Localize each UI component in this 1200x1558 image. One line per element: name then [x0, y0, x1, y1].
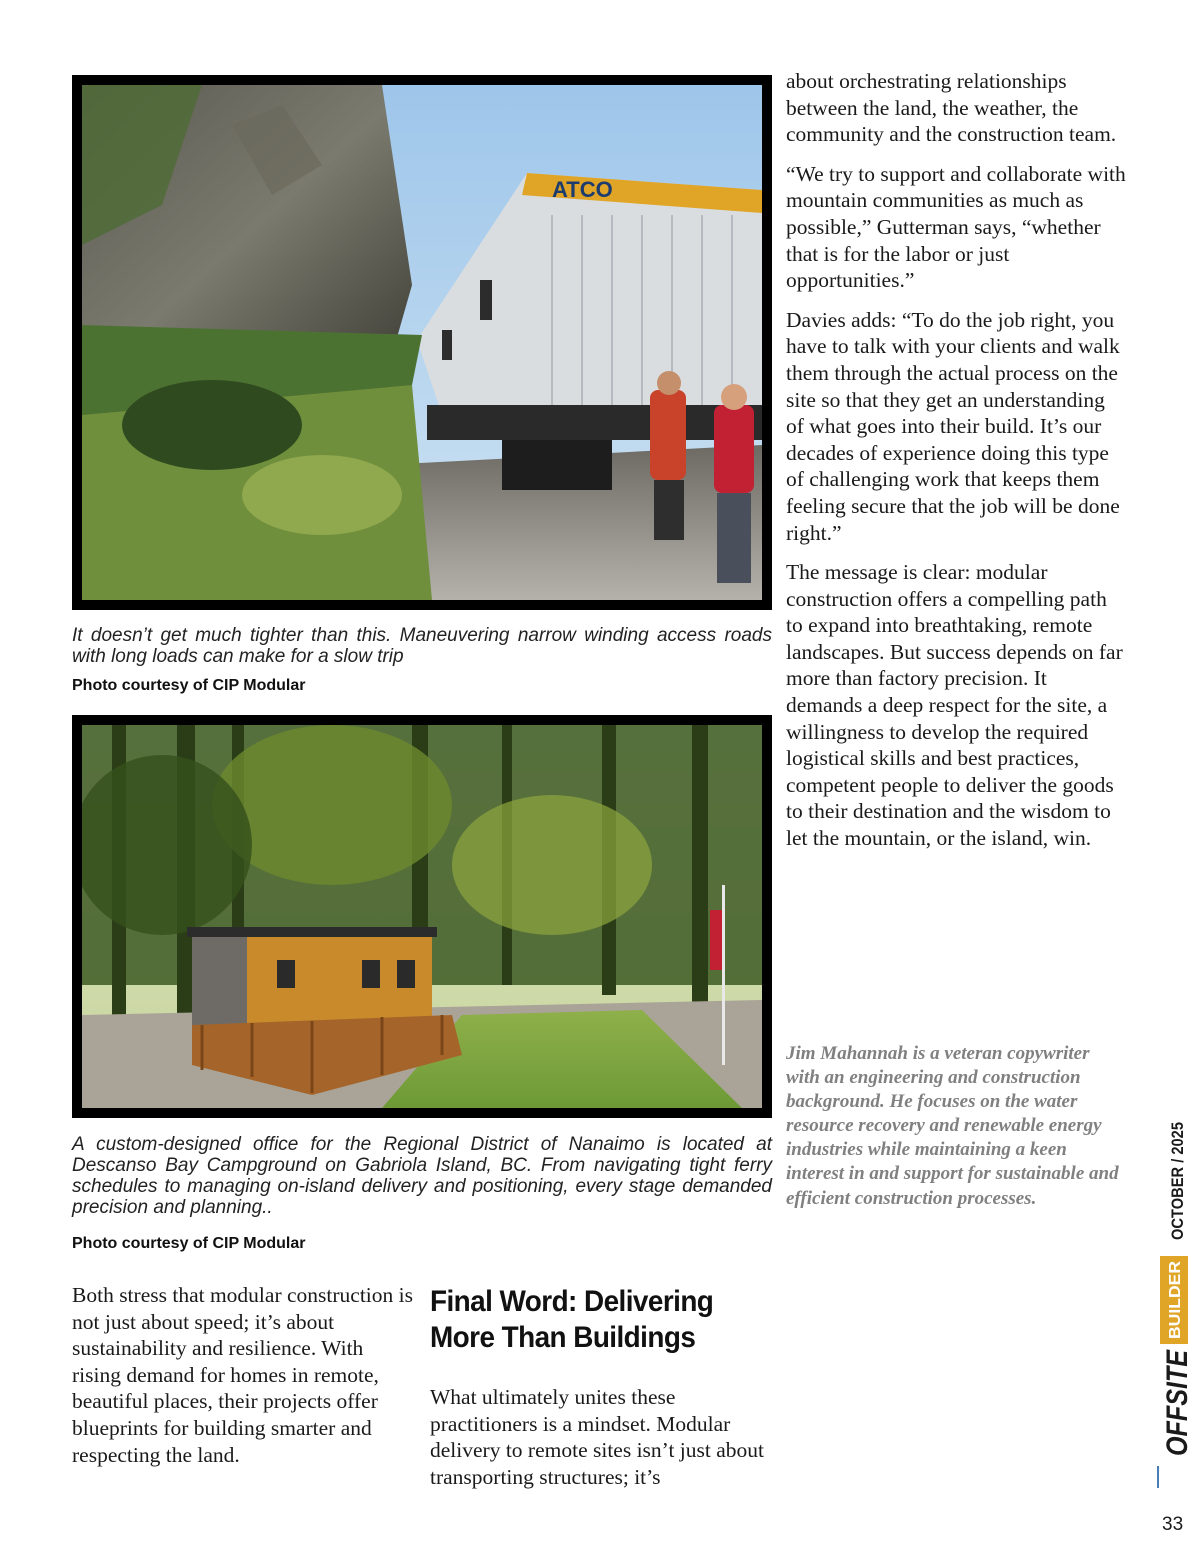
brand-offsite-text: OFFSITE [1161, 1329, 1194, 1456]
section-heading: Final Word: Delivering More Than Buildings [430, 1285, 714, 1354]
section-text [430, 1384, 775, 1503]
office-photo-credit: Photo courtesy of CIP Modular [72, 1235, 306, 1252]
author-bio: Jim Mahannah is a veteran copywriter with an engineering and construction background. He focuses on the water resource recovery and renewable energy industries while maintaining a keen interest in and support for sustainable and efficient construction processes. [786, 1043, 1119, 1209]
issue-date: OCTOBER / 2025 [1168, 1118, 1187, 1240]
campground-office-image [82, 725, 762, 1108]
atco-trailer-image [82, 85, 762, 600]
bottom-left-text [72, 1282, 417, 1481]
truck-photo-caption: It doesn’t get much tighter than this. Maneuvering narrow winding access roads with long loads can make for a slow trip [72, 625, 772, 667]
photo-atco-trailer [72, 75, 772, 610]
truck-photo-credit: Photo courtesy of CIP Modular [72, 677, 306, 694]
right-paragraph-4: The message is clear: modular construction offers a compelling path to expand into breathtaking, remote landscapes. But success depends on far more than factory precision. It demands a deep respect for the site, a willingness to develop the required logistical skills and best practices, competent people to deliver the goods to their destination and the wisdom to let the mountain, or the island, win. [786, 560, 1123, 851]
right-paragraph-2: “We try to support and collaborate with mountain communities as much as possible,” Gutterman says, “whether that is for the labor or just opportunities.” [786, 161, 1126, 293]
sidebar-vertical-branding [1154, 1118, 1194, 1543]
bottom-left-paragraph: Both stress that modular construction is not just about speed; it’s about sustainability and resilience. With rising demand for homes in remote, beautiful places, their projects offer blueprints for building smarter and respecting the land. [72, 1283, 413, 1467]
sidebar-rule [1157, 1466, 1159, 1488]
trailer-brand-text: ATCO [552, 177, 613, 202]
section-paragraph-1: What ultimately unites these practitioners is a mindset. Modular delivery to remote sites isn’t just about transporting structures; it’s [430, 1385, 764, 1489]
brand-builder-text: BUILDER [1167, 1267, 1184, 1339]
office-photo-caption: A custom-designed office for the Regional District of Nanaimo is located at Descanso Bay Campground on Gabriola Island, BC. From navigating tight ferry schedules to managing on-island delivery and positioning, every stage demanded precision and planning.. [72, 1134, 772, 1218]
page-sidebar [1154, 1118, 1194, 1543]
right-column-text [786, 68, 1128, 865]
photo-campground-office [72, 715, 772, 1118]
right-paragraph-1: about orchestrating relationships between the land, the weather, the community and the construction team. [786, 69, 1117, 147]
right-paragraph-3: Davies adds: “To do the job right, you have to talk with your clients and walk them through the actual process on the site so that they get an understanding of what goes into their build. It’s our decades of experience doing this type of challenging work that keeps them feeling secure that the job will be done right.” [786, 307, 1120, 545]
page-number: 33 [1162, 1514, 1184, 1535]
